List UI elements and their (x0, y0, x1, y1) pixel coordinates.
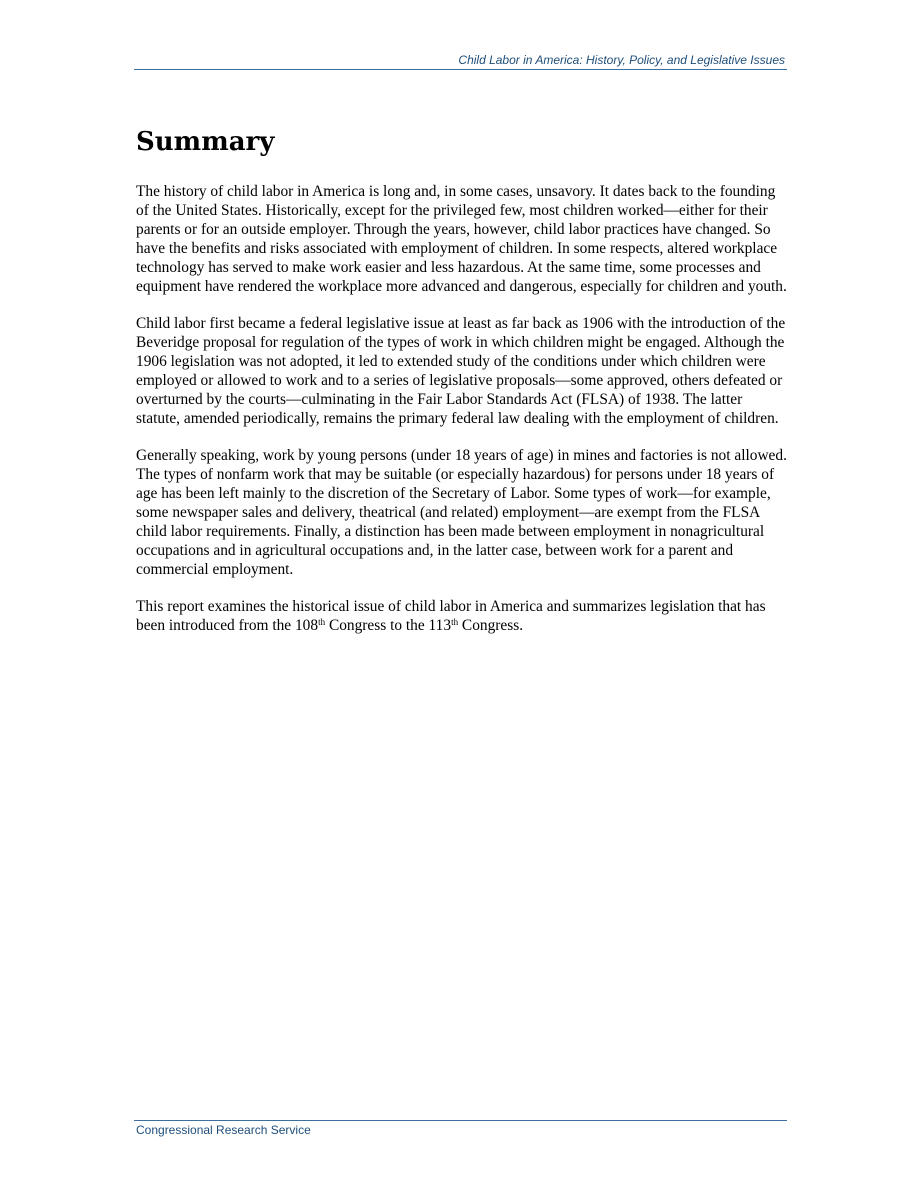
summary-paragraph-1: The history of child labor in America is long and, in some cases, unsavory. It dates back to the founding of the United States. Historically, except for the privileged few, most children worked—either for their parents or for an outside employer. Through the years, however, child labor practices have changed. So have the benefits and risks associated with employment of children. In some respects, altered workplace technology has served to make work easier and less hazardous. At the same time, some processes and equipment have rendered the workplace more advanced and dangerous, especially for children and youth. (136, 183, 787, 295)
summary-paragraph-4 (136, 597, 787, 635)
summary-paragraph-3: Generally speaking, work by young persons (under 18 years of age) in mines and factories is not allowed. The types of nonfarm work that may be suitable (or especially hazardous) for persons under 18 years of age has been left mainly to the discretion of the Secretary of Labor. Some types of work—for example, some newspaper sales and delivery, theatrical (and related) employment—are exempt from the FLSA child labor requirements. Finally, a distinction has been made between employment in nonagricultural occupations and in agricultural occupations and, in the latter case, between work for a parent and commercial employment. (136, 447, 787, 578)
paragraph-4-text-3: Congress. (458, 617, 524, 634)
paragraph-4-text-2: Congress to the 113 (325, 617, 452, 634)
ordinal-suffix-113: th (451, 617, 459, 628)
page-content (136, 124, 787, 653)
summary-heading: Summary (136, 127, 275, 157)
footer-publisher: Congressional Research Service (136, 1123, 311, 1137)
paragraph-4-text-1: This report examines the historical issue of child labor in America and summarizes legislation that has been introduced from the 108 (136, 598, 766, 634)
summary-paragraph-2: Child labor first became a federal legislative issue at least as far back as 1906 with the introduction of the Beveridge proposal for regulation of the types of work in which children might be engaged. Although the 1906 legislation was not adopted, it led to extended study of the conditions under which children were employed or allowed to work and to a series of legislative proposals—some approved, others defeated or overturned by the courts—culminating in the Fair Labor Standards Act (FLSA) of 1938. The latter statute, amended periodically, remains the primary federal law dealing with the employment of children. (136, 315, 786, 427)
page-header (134, 52, 787, 70)
ordinal-suffix-108: th (318, 617, 326, 628)
page-footer (134, 1120, 787, 1137)
summary-body (136, 182, 787, 635)
running-title: Child Labor in America: History, Policy, and Legislative Issues (458, 53, 785, 67)
